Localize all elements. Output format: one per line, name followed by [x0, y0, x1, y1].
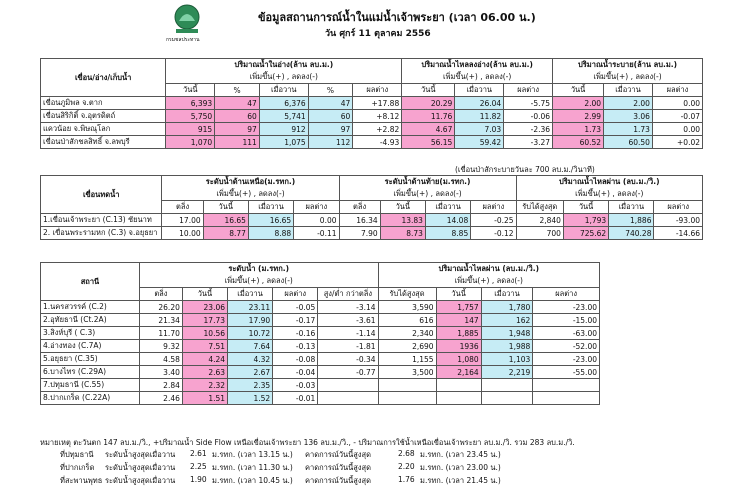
table-cell: 1936	[436, 340, 481, 353]
table-cell: 11.76	[402, 110, 455, 123]
table-cell: -0.17	[273, 314, 318, 327]
table-cell: 1,757	[436, 301, 481, 314]
tide-v2: 2.68	[398, 449, 415, 458]
table-cell: 0.00	[652, 123, 702, 136]
table-cell: -15.00	[533, 314, 600, 327]
tide-v1: 1.90	[190, 475, 207, 484]
tide-t2: ม.รทก. (เวลา 23.00 น.)	[420, 463, 501, 472]
column-header: ผลต่าง	[353, 84, 402, 97]
row-name: 6.บางไทร (C.29A)	[41, 366, 140, 379]
table-cell: 3,590	[378, 301, 436, 314]
table-cell: -23.00	[533, 301, 600, 314]
table-cell: 1,075	[259, 136, 308, 149]
table-cell: 1,988	[481, 340, 533, 353]
table-cell: 2,690	[378, 340, 436, 353]
table-cell: 2.84	[139, 379, 182, 392]
row-name: 1.นครสวรรค์ (C.2)	[41, 301, 140, 314]
tide-place: ที่ปากเกร็ด	[60, 463, 95, 472]
table-cell	[533, 392, 600, 405]
table-cell: 2.00	[553, 97, 604, 110]
table-cell: -52.00	[533, 340, 600, 353]
column-header: รับได้สูงสุด	[516, 201, 563, 214]
tide-place: ที่ปทุมธานี	[60, 450, 94, 459]
group-subheader: เพิ่มขึ้น(+) , ลดลง(-)	[402, 71, 553, 84]
report-date: วัน ศุกร์ 11 ตุลาคม 2556	[325, 29, 431, 39]
table-cell: 13.83	[380, 214, 425, 227]
table-cell: -0.25	[471, 214, 516, 227]
table-cell: 2.32	[182, 379, 227, 392]
table-cell: 1.51	[182, 392, 227, 405]
column-header: เมื่อวาน	[604, 84, 653, 97]
table-cell: 7.64	[228, 340, 273, 353]
row-name: 1.เขื่อนเจ้าพระยา (C.13) ชัยนาท	[41, 214, 162, 227]
column-header: วันนี้	[380, 201, 425, 214]
tide-v1: 2.61	[190, 449, 207, 458]
table-row	[41, 392, 600, 405]
group-subheader: เพิ่มขึ้น(+) , ลดลง(-)	[162, 188, 339, 201]
tide-place: ที่สะพานพุทธ	[60, 476, 103, 485]
table-cell: 2.35	[228, 379, 273, 392]
column-header: วันนี้	[166, 84, 215, 97]
tide-l2: คาดการณ์วันนี้สูงสุด	[305, 463, 371, 472]
table-cell: 20.29	[402, 97, 455, 110]
column-header: วันนี้	[553, 84, 604, 97]
table-cell: 112	[308, 136, 353, 149]
table-cell: 14.08	[425, 214, 470, 227]
table-cell: 0.00	[294, 214, 339, 227]
group-header: ปริมาณน้ำไหลลงอ่าง(ล้าน ลบ.ม.)	[402, 59, 553, 72]
table-cell	[436, 392, 481, 405]
table-cell: +8.12	[353, 110, 402, 123]
tide-t1: ม.รทก. (เวลา 10.45 น.)	[212, 476, 293, 485]
group-subheader: เพิ่มขึ้น(+) , ลดลง(-)	[378, 275, 599, 288]
column-header: ผลต่าง	[652, 84, 702, 97]
table-cell: 56.15	[402, 136, 455, 149]
table-cell: -63.00	[533, 327, 600, 340]
table-cell: 2.67	[228, 366, 273, 379]
table-cell: -4.93	[353, 136, 402, 149]
table-cell: -0.04	[273, 366, 318, 379]
table-cell: -0.03	[273, 379, 318, 392]
table-cell: -0.05	[273, 301, 318, 314]
table-cell: 616	[378, 314, 436, 327]
table-row	[41, 123, 703, 136]
row-name: 8.ปากเกร็ด (C.22A)	[41, 392, 140, 405]
tide-v1: 2.25	[190, 462, 207, 471]
table-row	[41, 301, 600, 314]
column-header: วันนี้	[563, 201, 608, 214]
column-header: เมื่อวาน	[425, 201, 470, 214]
tide-t1: ม.รทก. (เวลา 13.15 น.)	[212, 450, 293, 459]
table-cell: -55.00	[533, 366, 600, 379]
table-cell: -5.75	[504, 97, 553, 110]
column-header: ตลิ่ง	[162, 201, 203, 214]
name-column-header: สถานี	[41, 263, 140, 301]
table-cell: -0.07	[652, 110, 702, 123]
table-cell: -3.14	[318, 301, 378, 314]
table-cell: 60	[215, 110, 260, 123]
table-cell	[378, 379, 436, 392]
column-header: สูง/ต่ำ กว่าตลิ่ง	[318, 288, 378, 301]
table-cell: 2.99	[553, 110, 604, 123]
table-cell: 3.40	[139, 366, 182, 379]
table-cell: 2.00	[604, 97, 653, 110]
table-cell: 17.73	[182, 314, 227, 327]
table-row	[41, 110, 703, 123]
column-header: เมื่อวาน	[259, 84, 308, 97]
column-header: %	[215, 84, 260, 97]
table-cell: 4.32	[228, 353, 273, 366]
table-cell: 740.28	[609, 227, 654, 240]
table-cell: 17.00	[162, 214, 203, 227]
table-cell: 10.72	[228, 327, 273, 340]
group-header: ปริมาณน้ำไหลผ่าน (ลบ.ม./วิ.)	[378, 263, 599, 276]
table-cell: 47	[215, 97, 260, 110]
group-header: ระดับน้ำ (ม.รทก.)	[139, 263, 378, 276]
column-header: วันนี้	[203, 201, 248, 214]
group-subheader: เพิ่มขึ้น(+) , ลดลง(-)	[339, 188, 516, 201]
table-cell: -0.11	[294, 227, 339, 240]
group-header: ปริมาณน้ำระบาย(ล้าน ลบ.ม.)	[553, 59, 703, 72]
table-cell: 11.82	[455, 110, 504, 123]
tide-t2: ม.รทก. (เวลา 23.45 น.)	[420, 450, 501, 459]
table-cell: 4.58	[139, 353, 182, 366]
table-cell: 7.90	[339, 227, 380, 240]
column-header: ผลต่าง	[471, 201, 516, 214]
column-header: เมื่อวาน	[609, 201, 654, 214]
table-cell: 2,164	[436, 366, 481, 379]
table-cell: 162	[481, 314, 533, 327]
table-row	[41, 353, 600, 366]
table-cell: 912	[259, 123, 308, 136]
table-cell: -2.36	[504, 123, 553, 136]
table-cell: 16.65	[248, 214, 293, 227]
table-cell: 1,070	[166, 136, 215, 149]
table-row	[41, 327, 600, 340]
row-name: 2. เขื่อนพระรามหก (C.3) จ.อยุธยา	[41, 227, 162, 240]
table-cell: 1,948	[481, 327, 533, 340]
table-cell: -0.77	[318, 366, 378, 379]
column-header: เมื่อวาน	[481, 288, 533, 301]
table-cell: 2.63	[182, 366, 227, 379]
table-row	[41, 379, 600, 392]
table-cell: 8.77	[203, 227, 248, 240]
table-cell: 97	[215, 123, 260, 136]
table-cell: 97	[308, 123, 353, 136]
table-cell: 147	[436, 314, 481, 327]
table-cell: +17.88	[353, 97, 402, 110]
table-cell: 7.03	[455, 123, 504, 136]
table-cell: 1.73	[553, 123, 604, 136]
table-cell: 6,393	[166, 97, 215, 110]
tide-l2: คาดการณ์วันนี้สูงสุด	[305, 476, 371, 485]
column-header: เมื่อวาน	[228, 288, 273, 301]
table-cell: 2,219	[481, 366, 533, 379]
table-cell: -3.61	[318, 314, 378, 327]
table-cell: 23.11	[228, 301, 273, 314]
table-cell	[481, 379, 533, 392]
column-header: ตลิ่ง	[339, 201, 380, 214]
table-cell: 1,780	[481, 301, 533, 314]
table-cell: 3.06	[604, 110, 653, 123]
table-cell: -0.16	[273, 327, 318, 340]
table-cell	[481, 392, 533, 405]
tide-v2: 1.76	[398, 475, 415, 484]
table-cell: 8.73	[380, 227, 425, 240]
table-cell: 1,885	[436, 327, 481, 340]
row-name: เขื่อนป่าสักชลสิทธิ์ จ.ลพบุรี	[41, 136, 166, 149]
row-name: เขื่อนสิริกิติ์ จ.อุตรดิตถ์	[41, 110, 166, 123]
tide-v2: 2.20	[398, 462, 415, 471]
table-row	[41, 97, 703, 110]
group-header: ระดับน้ำด้านเหนือ(ม.รทก.)	[162, 176, 339, 189]
table-cell: +2.82	[353, 123, 402, 136]
table-cell: -0.34	[318, 353, 378, 366]
table-cell	[436, 379, 481, 392]
logo-caption: กรมชลประทาน	[166, 37, 200, 43]
row-name: เขื่อนภูมิพล จ.ตาก	[41, 97, 166, 110]
table-cell: 9.32	[139, 340, 182, 353]
table-cell: -3.27	[504, 136, 553, 149]
column-header: วันนี้	[402, 84, 455, 97]
tide-l1: ระดับน้ำสูงสุดเมื่อวาน	[105, 463, 176, 472]
table-cell: 10.00	[162, 227, 203, 240]
dam-storage-table	[40, 58, 703, 149]
group-header: ระดับน้ำด้านท้าย(ม.รทก.)	[339, 176, 516, 189]
table-row	[41, 340, 600, 353]
tide-l2: คาดการณ์วันนี้สูงสุด	[305, 450, 371, 459]
table-cell: -23.00	[533, 353, 600, 366]
table-cell: 5,741	[259, 110, 308, 123]
tide-t2: ม.รทก. (เวลา 21.45 น.)	[420, 476, 501, 485]
table-cell: 8.85	[425, 227, 470, 240]
table-cell: 2,840	[516, 214, 563, 227]
table-cell: 6,376	[259, 97, 308, 110]
name-column-header: เขื่อน/อ่าง/เก็บน้ำ	[41, 59, 166, 97]
table-cell: 1,793	[563, 214, 608, 227]
page-title: ข้อมูลสถานการณ์น้ำในแม่น้ำเจ้าพระยา (เวลา 06.00 น.)	[258, 11, 536, 24]
table-cell: 21.34	[139, 314, 182, 327]
table-cell: 16.34	[339, 214, 380, 227]
table-cell	[318, 392, 378, 405]
group-subheader: เพิ่มขึ้น(+) , ลดลง(-)	[139, 275, 378, 288]
column-header: วันนี้	[436, 288, 481, 301]
column-header: ผลต่าง	[273, 288, 318, 301]
row-name: 3.สิงห์บุรี ( C.3)	[41, 327, 140, 340]
table-cell: 1,886	[609, 214, 654, 227]
table-cell: -0.12	[471, 227, 516, 240]
column-header: ตลิ่ง	[139, 288, 182, 301]
table-row	[41, 366, 600, 379]
table-cell: 1,080	[436, 353, 481, 366]
royal-irrigation-logo	[170, 3, 204, 37]
station-table	[40, 262, 600, 405]
table-cell: -1.81	[318, 340, 378, 353]
column-header: เมื่อวาน	[455, 84, 504, 97]
row-name: 5.อยุธยา (C.35)	[41, 353, 140, 366]
table-cell: -0.01	[273, 392, 318, 405]
table-row	[41, 227, 703, 240]
table-cell: 47	[308, 97, 353, 110]
table-cell: 1,103	[481, 353, 533, 366]
column-header: รับได้สูงสุด	[378, 288, 436, 301]
table-cell: 17.90	[228, 314, 273, 327]
table-cell: -93.00	[654, 214, 703, 227]
tide-l1: ระดับน้ำสูงสุดเมื่อวาน	[105, 450, 176, 459]
table-cell: -0.13	[273, 340, 318, 353]
table-cell: +0.02	[652, 136, 702, 149]
group-subheader: เพิ่มขึ้น(+) , ลดลง(-)	[166, 71, 402, 84]
table-cell: 10.56	[182, 327, 227, 340]
column-header: ผลต่าง	[294, 201, 339, 214]
row-name: แควน้อย จ.พิษณุโลก	[41, 123, 166, 136]
column-header: ผลต่าง	[654, 201, 703, 214]
table-cell: -14.66	[654, 227, 703, 240]
table-cell: 59.42	[455, 136, 504, 149]
table-row	[41, 214, 703, 227]
table-cell	[378, 392, 436, 405]
table-cell: 3,500	[378, 366, 436, 379]
pasak-footnote: (เขื่อนป่าสักระบายวันละ 700 ลบ.ม./วินาที)	[455, 165, 595, 174]
table-cell: 915	[166, 123, 215, 136]
table-cell: 4.24	[182, 353, 227, 366]
table-cell: 111	[215, 136, 260, 149]
table-cell: 700	[516, 227, 563, 240]
table-cell: 1.52	[228, 392, 273, 405]
note-line: หมายเหตุ ตะวันตก 147 ลบ.ม./วิ., +ปริมาณน้ำ Side Flow เหนือเขื่อนเจ้าพระยา 136 ลบ.ม./วิ., - ปริมาณการใช้น้ำเหนือเขื่อนเจ้าพระยา ลบ.ม./วิ. รวม 283 ลบ.ม./วิ.	[40, 438, 575, 447]
table-cell: 2,340	[378, 327, 436, 340]
table-cell: 60.52	[553, 136, 604, 149]
table-cell: 8.88	[248, 227, 293, 240]
group-header: ปริมาณน้ำไหลผ่าน (ลบ.ม./วิ.)	[516, 176, 702, 189]
table-cell: 60.50	[604, 136, 653, 149]
table-cell: -0.06	[504, 110, 553, 123]
column-header: %	[308, 84, 353, 97]
row-name: 2.อุทัยธานี (Ct.2A)	[41, 314, 140, 327]
group-subheader: เพิ่มขึ้น(+) , ลดลง(-)	[553, 71, 703, 84]
group-header: ปริมาณน้ำในอ่าง(ล้าน ลบ.ม.)	[166, 59, 402, 72]
table-cell: 26.20	[139, 301, 182, 314]
table-cell: 4.67	[402, 123, 455, 136]
table-cell: 0.00	[652, 97, 702, 110]
column-header: วันนี้	[182, 288, 227, 301]
table-row	[41, 314, 600, 327]
table-cell: 1.73	[604, 123, 653, 136]
table-cell: 2.46	[139, 392, 182, 405]
table-cell: 11.70	[139, 327, 182, 340]
table-cell: 60	[308, 110, 353, 123]
table-cell: 725.62	[563, 227, 608, 240]
table-cell	[533, 379, 600, 392]
row-name: 7.ปทุมธานี (C.55)	[41, 379, 140, 392]
diversion-dam-table	[40, 175, 703, 240]
row-name: 4.อ่างทอง (C.7A)	[41, 340, 140, 353]
column-header: ผลต่าง	[504, 84, 553, 97]
group-subheader: เพิ่มขึ้น(+) , ลดลง(-)	[516, 188, 702, 201]
table-cell: -0.08	[273, 353, 318, 366]
tide-t1: ม.รทก. (เวลา 11.30 น.)	[212, 463, 293, 472]
table-cell: 26.04	[455, 97, 504, 110]
table-cell: 16.65	[203, 214, 248, 227]
table-row	[41, 136, 703, 149]
name-column-header: เขื่อนทดน้ำ	[41, 176, 162, 214]
table-cell: -1.14	[318, 327, 378, 340]
table-cell: 23.06	[182, 301, 227, 314]
column-header: เมื่อวาน	[248, 201, 293, 214]
table-cell	[318, 379, 378, 392]
table-cell: 1,155	[378, 353, 436, 366]
tide-l1: ระดับน้ำสูงสุดเมื่อวาน	[105, 476, 176, 485]
table-cell: 7.51	[182, 340, 227, 353]
table-cell: 5,750	[166, 110, 215, 123]
column-header: ผลต่าง	[533, 288, 600, 301]
